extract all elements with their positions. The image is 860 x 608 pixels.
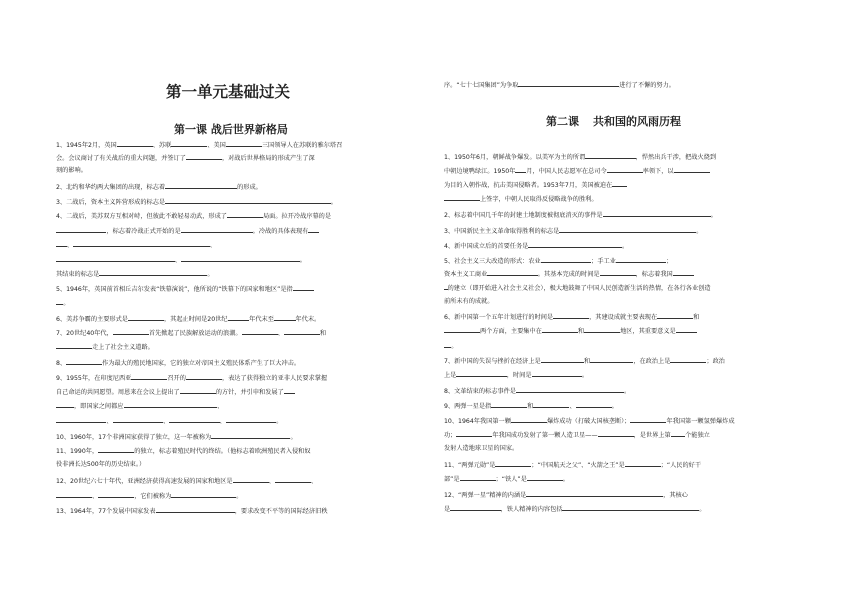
text-line: 8、文革结束的标志事件是 。 [444,388,631,395]
text-line: 8、 作为最大的殖民地国家，它的独立对帝国主义殖民体系产生了巨大冲击。 [56,360,301,367]
text-line: ，标志着冷战正式开始的是 。冷战的具体表现有 [56,226,404,236]
text-line: 9、两弹一星是指 和 、 。 [444,403,618,410]
text-line: 10、1964年我国第一颗 爆炸成功（打破大国核垄断）； 年我国第一颗氢弹爆炸成 [444,418,735,425]
text-line: 。 [444,341,802,351]
text-line: 前所未有的成就。 [444,298,494,305]
text-line: 序。“七十七国集团”为争取 进行了不懈的努力。 [444,82,675,89]
text-line: 10、1960年，17个非洲国家获得了独立，这一年被称为 。 [56,434,297,441]
lesson-2-number: 第二课 [546,115,579,128]
text-line: 。 [56,298,404,308]
text-line: 4、二战后，美苏双方互相对峙，但彼此不敢轻易动武，形成了 局面。拉开冷战序幕的是 [56,213,332,220]
text-line: 9、1955年，在印度尼西亚 召开的 ，表达了获得独立的亚非人民要求掌握 [56,375,328,382]
text-line: 发射人造地球卫星的国家。 [444,445,519,452]
text-line: 上是 ，时间是 。 [444,372,589,379]
text-line: 、 ，它们被称为 。 [56,491,404,501]
lesson-2-name: 共和国的风雨历程 [593,115,681,128]
text-line: 13、1964年，77个发展中国家发表 ，要求改变不平等的国际经济旧秩 [56,508,328,515]
text-line: 、 、 、 。 [56,416,404,426]
text-line: 功； 年我国成功发射了第一颗人造卫星—— ，是世界上第 个能独立 [444,432,710,439]
text-line: 6、美苏争霸的主要形式是 ，其起止时间是20世纪 年代末至 年代末。 [56,316,321,323]
text-line: 部”是 ；“铁人”是 。 [444,476,569,483]
text-line: 会。会议商讨了有关战后的重大问题，并签订了 ，对战后世界格局的形成产生了深 [56,155,315,162]
text-line: 上签字，中朝人民取得反侵略战争的胜利。 [444,194,802,204]
text-line: 11、“两弹元勋”是 ；“中国航天之父”、“火箭之王”是 ；“人民的好干 [444,462,702,469]
text-line: 走上了社会主义道路。 [56,342,404,352]
text-line: 是 ，铁人精神的内容包括 。 [444,506,706,513]
text-line: 6、新中国第一个五年计划进行的时间是 ，其建设成就主要表现在 和 [444,314,700,321]
text-line: 中朝边境鸭绿江。1950年 月，中国人民志愿军在总司令 率领下，以 [444,166,802,176]
lesson-1-title: 第一课 战后世界新格局 [174,123,288,136]
text-line: 为目的入朝作战，抗击美国侵略者。1953年7月，美国被迫在 [444,180,802,190]
lesson-2-title [546,113,681,129]
text-line: 2、标志着中国几千年的封建土地制度被彻底消灭的事件是 。 [444,212,717,219]
text-line: 其结束的标志是 。 [56,271,214,278]
text-line: 役非洲长达500年的历史结束。） [56,461,146,468]
text-line: 7、20世纪40年代， 首先掀起了民族解放运动的浪潮。 、 和 [56,330,326,337]
text-line: 、 。 [56,255,404,265]
text-line: 7、新中国的失误与挫折在经济上是 和 ，在政治上是 ；政治 [444,358,725,365]
text-line: 12、“两弹一星”精神的内涵是 ，其核心 [444,492,688,499]
text-line: 1、1950年6月，朝鲜战争爆发。以美军为主的所谓 ，悍然出兵干涉，把战火烧到 [444,154,717,161]
text-line: 12、20世纪六七十年代，亚洲经济获得高速发展的国家和地区是 、 、 [56,478,317,485]
text-line: 的建立（即开始进入社会主义社会），极大地鼓舞了中国人民创造新生活的热情，在各行各业创造 [444,283,802,293]
text-line: 5、社会主义三大改造的形式：农业 ；手工业 ； [444,258,673,265]
text-line: 4、新中国成立后的首要任务是 。 [444,243,629,250]
text-line: 3、中国新民主主义革命取得胜利的标志是 。 [444,228,703,235]
text-line: 1、1945年2月，英国 、苏联 、美国 三国领导人在苏联的雅尔塔召 [56,142,343,149]
text-line: 5、1946年，英国前首相丘吉尔发表“铁幕演说”，他所说的“铁幕下的国家和地区”是指 [56,284,404,294]
text-line: 、 、 [56,240,404,250]
text-line: 自己命运的共同愿望。周恩来在会议上提出了 的方针，并引申和发展了 [56,387,404,397]
text-line: 两个方面，主要集中在 和 地区，其重要意义是 [444,326,802,336]
text-line: ，即国家之间都应 、 [56,401,404,411]
text-line: 11、1990年， 的独立，标志着殖民时代的终结。（他标志着欧洲殖民者入侵和奴 [56,448,311,455]
text-line: 3、二战后，资本主义阵营形成的标志是 。 [56,199,337,206]
text-line: 2、北约和华约两大集团的出现，标志着 的形成。 [56,184,262,191]
text-line: 刻的影响。 [56,167,87,174]
unit-title: 第一单元基础过关 [166,83,291,101]
text-line: 资本主义工商业 。其基本完成的时间是 ，标志着我国 [444,269,802,279]
